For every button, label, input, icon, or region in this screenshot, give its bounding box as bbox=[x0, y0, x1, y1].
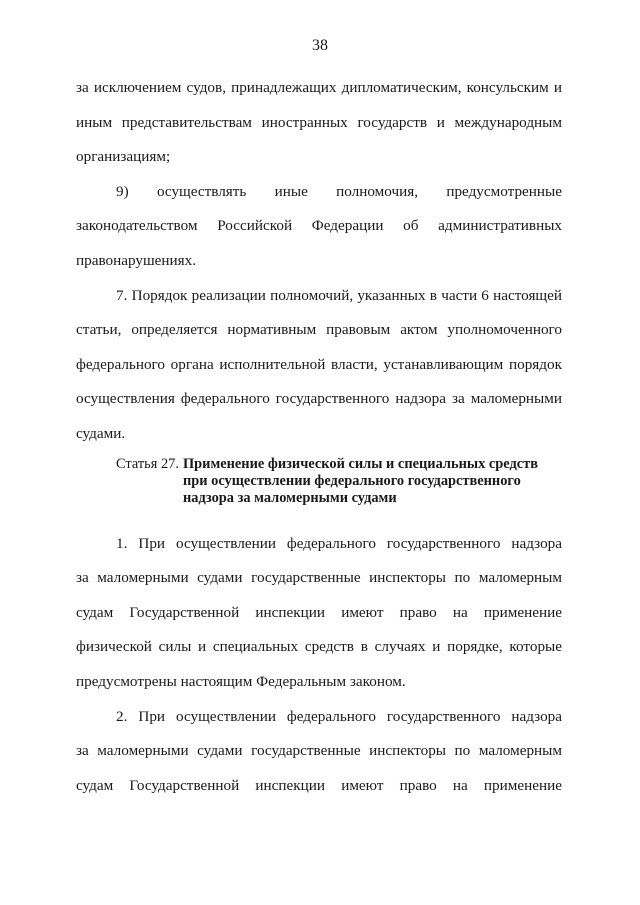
text-line: физической силы и специальных средств в случаях и порядке, которые bbox=[76, 638, 562, 656]
paragraph-exceptions bbox=[76, 71, 562, 175]
article-label: Статья 27. bbox=[116, 455, 179, 472]
paragraph-part-2 bbox=[76, 700, 562, 804]
text-line: иным представительствам иностранных государств и международным bbox=[76, 113, 562, 131]
article-title bbox=[183, 456, 538, 507]
text-line: за маломерными судами государственные инспекторы по маломерным bbox=[76, 569, 562, 587]
text-line: судами. bbox=[76, 424, 126, 442]
article-title-line: надзора за маломерными судами bbox=[182, 489, 397, 506]
text-line: судам Государственной инспекции имеют право на применение bbox=[76, 776, 562, 794]
text-line: правонарушениях. bbox=[76, 251, 197, 269]
text-line: 2. При осуществлении федерального государственного надзора bbox=[116, 707, 562, 725]
text-line: судам Государственной инспекции имеют право на применение bbox=[76, 603, 562, 621]
text-line: за исключением судов, принадлежащих дипломатическим, консульским и bbox=[76, 79, 562, 96]
text-line: осуществления федерального государственного надзора за маломерными bbox=[76, 390, 562, 408]
article-title-line: Применение физической силы и специальных средств bbox=[182, 455, 538, 472]
paragraph-item-9 bbox=[76, 175, 562, 279]
text-line: организациям; bbox=[76, 148, 171, 166]
text-line: за маломерными судами государственные инспекторы по маломерным bbox=[76, 742, 562, 760]
text-line: 9) осуществлять иные полномочия, предусмотренные bbox=[116, 182, 562, 200]
page-number: 38 bbox=[312, 37, 328, 54]
text-line: статьи, определяется нормативным правовым актом уполномоченного bbox=[76, 321, 562, 339]
paragraph-part-1 bbox=[76, 527, 562, 700]
text-line: 1. При осуществлении федерального государственного надзора bbox=[116, 534, 562, 552]
paragraph-part-7 bbox=[76, 279, 562, 452]
text-line: предусмотрены настоящим Федеральным законом. bbox=[76, 672, 406, 690]
article-title-line: при осуществлении федерального государственного bbox=[182, 472, 521, 489]
text-line: 7. Порядок реализации полномочий, указанных в части 6 настоящей bbox=[116, 286, 562, 304]
document-body bbox=[76, 71, 562, 803]
text-line: федерального органа исполнительной власти, устанавливающим порядок bbox=[76, 355, 562, 373]
text-line: законодательством Российской Федерации об административных bbox=[76, 217, 562, 235]
article-heading bbox=[76, 456, 562, 507]
